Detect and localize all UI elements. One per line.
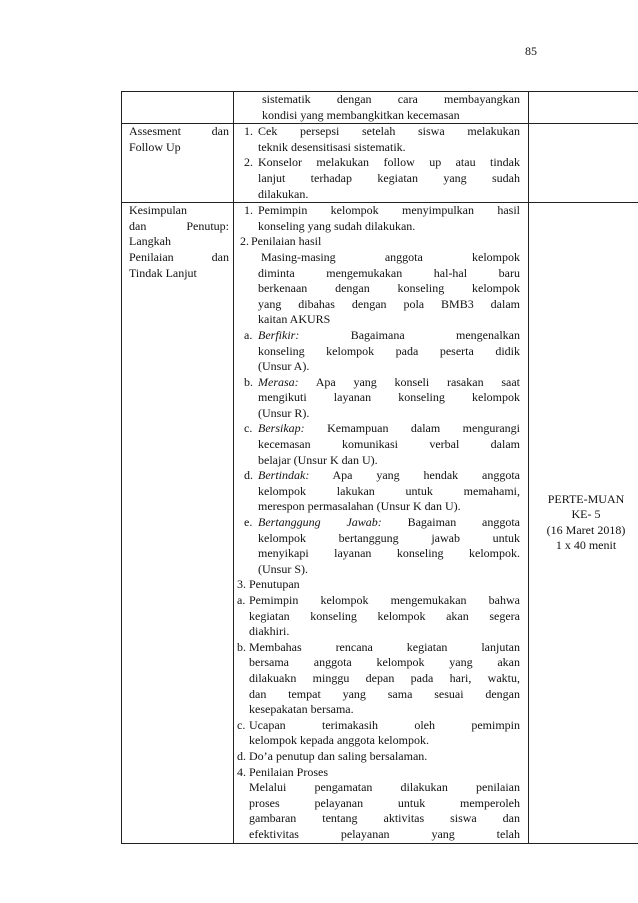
term: Bertanggung Jawab: — [258, 515, 382, 530]
text-line: kesepakatan bersama. — [249, 702, 354, 717]
stage-label: Follow Up — [129, 139, 181, 154]
activity-cell — [234, 92, 529, 124]
text-line: Ucapan terimakasih oleh pemimpin — [249, 717, 520, 732]
lesson-plan-table — [121, 91, 638, 844]
list-item: a. Berfikir: Bagaimana mengenalkan konseling kelompok pada peserta didik (Unsur A). — [244, 327, 520, 374]
text-line: Bertindak: Apa yang hendak anggota — [258, 468, 520, 483]
list-item: 1. Pemimpin kelompok menyimpulkan hasil konseling yang sudah dilakukan. — [244, 203, 520, 233]
text-line: Merasa: Apa yang konseli rasakan saat — [258, 374, 520, 389]
list-item: d. Bertindak: Apa yang hendak anggota kelompok lakukan untuk memahami, merespon permasalahan (Unsur K dan U). — [244, 468, 520, 514]
text-line: belajar (Unsur K dan U). — [258, 452, 378, 467]
list-item: 4. Penilaian Proses — [237, 765, 520, 781]
text-line: Bertanggung Jawab: Bagaiman anggota — [258, 515, 521, 530]
session-label: PERTE-MUAN — [547, 491, 625, 506]
time-cell — [529, 92, 638, 124]
text-line: kelompok lakukan untuk memahami, — [258, 483, 520, 498]
text-line: kelompok bertanggung jawab untuk — [258, 530, 520, 545]
text-line: yang dibahas dengan pola BMB3 dalam — [258, 296, 520, 311]
text-line: bersama anggota kelompok yang akan — [249, 655, 520, 670]
term: Berfikir: — [258, 327, 300, 342]
activity-cell — [234, 203, 529, 843]
table-row — [122, 92, 638, 124]
text-line: dilakukan. — [258, 186, 309, 201]
session-date: (16 Maret 2018) — [546, 522, 626, 537]
stage-label: dan Penutup: — [129, 218, 229, 233]
text-line: Masing-masing anggota kelompok — [261, 249, 520, 264]
stage-label: Langkah — [129, 234, 171, 249]
stage-label: Assesment dan — [129, 124, 229, 139]
session-duration: 1 x 40 menit — [555, 538, 617, 553]
text-line: (Unsur R). — [258, 405, 310, 420]
text-line: mengikuti layanan konseling kelompok — [258, 390, 520, 405]
text-line: merespon permasalahan (Unsur K dan U). — [258, 499, 461, 514]
text-line: teknik desensitisasi sistematik. — [258, 139, 406, 154]
text-line: diakhiri. — [249, 624, 290, 639]
text-line: konseling yang sudah dilakukan. — [258, 218, 416, 233]
section-title: Penutupan — [249, 577, 300, 592]
text-line: kelompok kepada anggota kelompok. — [249, 733, 429, 748]
text-line: Do’a penutup dan saling bersalaman. — [249, 748, 428, 763]
stage-label: Tindak Lanjut — [129, 265, 197, 280]
text-line: Konselor melakukan follow up atau tindak — [258, 155, 520, 170]
text-line: kegiatan konseling kelompok akan segera — [249, 608, 520, 623]
text-line: Melalui pengamatan dilakukan penilaian — [249, 780, 520, 795]
term: Merasa: — [258, 374, 299, 389]
list-item: 3. Penutupan — [237, 577, 520, 593]
list-item: b. Merasa: Apa yang konseli rasakan saat mengikuti layanan konseling kelompok (Unsur R). — [244, 374, 520, 420]
time-cell — [529, 124, 638, 203]
paragraph — [237, 250, 520, 328]
term: Bersikap: — [258, 421, 305, 436]
list-item: e. Bertanggung Jawab: Bagaiman anggota kelompok bertanggung jawab untuk menyikapi layanan konseling kelompok. (Unsur S). — [244, 515, 521, 576]
text-line: dan tempat yang sama sesuai dengan — [249, 686, 520, 701]
text-line: (Unsur S). — [258, 561, 308, 576]
text-line: dilakuakn minggu depan pada hari, waktu, — [249, 670, 520, 685]
list-item: a. Pemimpin kelompok mengemukakan bahwa kegiatan konseling kelompok akan segera diakhiri. — [237, 593, 520, 639]
text-line: kondisi yang membangkitkan kecemasan — [262, 107, 460, 122]
table-row — [122, 124, 638, 203]
stage-cell — [122, 124, 234, 203]
text-line: Cek persepsi setelah siswa melakukan — [258, 124, 520, 139]
list-item: b. Membahas rencana kegiatan lanjutan bersama anggota kelompok yang akan dilakuakn minggu depan pada hari, waktu, dan tempat yang sama sesuai dengan kesepakatan bersama. — [237, 639, 520, 717]
section-title: Penilaian Proses — [249, 764, 328, 779]
session-number: KE- 5 — [571, 507, 601, 522]
stage-cell — [122, 203, 234, 843]
text-line: menyikapi layanan konseling kelompok. — [258, 546, 520, 561]
stage-label: Kesimpulan — [129, 203, 187, 218]
list-item: c. Bersikap: Kemampuan dalam mengurangi kecemasan komunikasi verbal dalam belajar (Unsur K dan U). — [244, 421, 521, 467]
text-line: Pemimpin kelompok mengemukakan bahwa — [249, 593, 520, 607]
paragraph — [237, 780, 520, 842]
page-number: 85 — [525, 44, 537, 58]
table-row — [122, 203, 638, 843]
text-line: Pemimpin kelompok menyimpulkan hasil — [258, 203, 520, 218]
text-line: gambaran tentang aktivitas siswa dan — [249, 811, 520, 826]
section-title: Penilaian hasil — [251, 234, 322, 249]
text-line: kecemasan komunikasi verbal dalam — [258, 437, 520, 452]
list-item: 2. Konselor melakukan follow up atau tindak lanjut terhadap kegiatan yang sudah dilakukan. — [244, 155, 520, 201]
text-line: Berfikir: Bagaimana mengenalkan — [258, 327, 520, 342]
text-line: konseling kelompok pada peserta didik — [258, 343, 520, 358]
list-item: 2. Penilaian hasil — [237, 234, 520, 250]
list-item: 1. Cek persepsi setelah siswa melakukan teknik desensitisasi sistematik. — [244, 124, 520, 154]
stage-cell — [122, 92, 234, 124]
text-line: diminta mengemukakan hal-hal baru — [258, 265, 520, 280]
text-line: kaitan AKURS — [258, 312, 331, 327]
text-line: efektivitas pelayanan yang telah — [249, 826, 520, 841]
stage-label: Penilaian dan — [129, 249, 229, 264]
list-item: d. Do’a penutup dan saling bersalaman. — [237, 749, 520, 765]
term: Bertindak: — [258, 468, 310, 483]
text-line: sistematik dengan cara membayangkan — [262, 92, 520, 106]
text-line: (Unsur A). — [258, 359, 310, 374]
text-line: proses pelayanan untuk memperoleh — [249, 795, 520, 810]
activity-cell — [234, 124, 529, 203]
list-item: c. Ucapan terimakasih oleh pemimpin kelompok kepada anggota kelompok. — [237, 717, 520, 748]
text-line: lanjut terhadap kegiatan yang sudah — [258, 170, 520, 185]
text-line: berkenaan dengan konseling kelompok — [258, 281, 520, 296]
text-line: Membahas rencana kegiatan lanjutan — [249, 639, 520, 654]
text-line: Bersikap: Kemampuan dalam mengurangi — [258, 421, 521, 436]
time-cell — [529, 203, 638, 843]
